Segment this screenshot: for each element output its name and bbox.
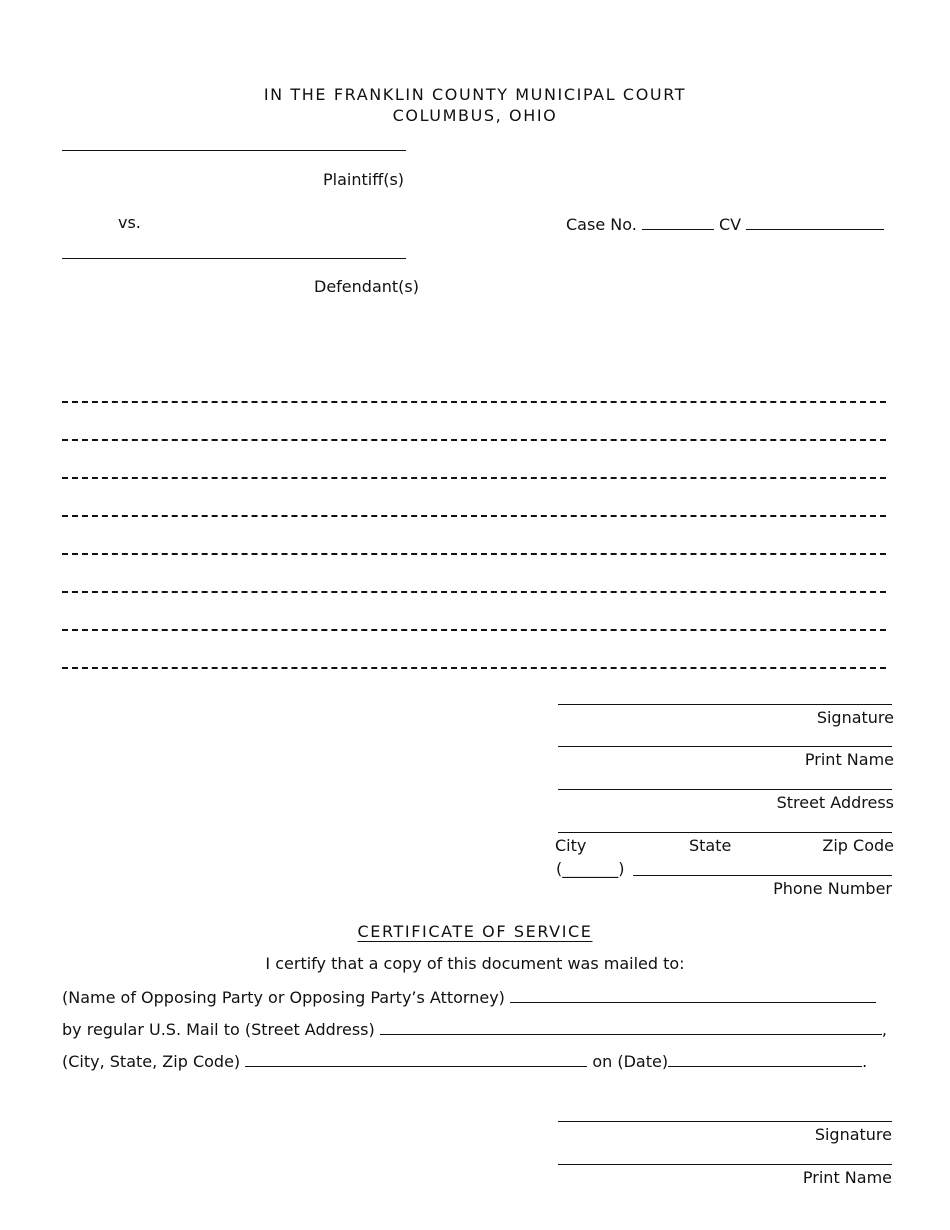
signature-label: Signature	[816, 708, 894, 727]
date-line[interactable]	[668, 1052, 862, 1067]
phone-number-line[interactable]	[633, 875, 892, 876]
court-location: COLUMBUS, OHIO	[392, 106, 558, 125]
certificate-line-city-date	[62, 1052, 867, 1070]
phone-number-label: Phone Number	[773, 879, 892, 898]
plaintiff-label: Plaintiff(s)	[323, 170, 405, 189]
city-state-zip-line[interactable]	[245, 1052, 587, 1067]
case-number-field	[566, 215, 884, 233]
state-label: State	[689, 836, 732, 855]
date-period: .	[862, 1052, 868, 1071]
cv-label: CV	[719, 215, 742, 234]
certificate-print-name-label: Print Name	[802, 1168, 892, 1187]
certificate-line-recipient	[62, 988, 876, 1006]
certificate-signature-label: Signature	[814, 1125, 892, 1144]
court-title: IN THE FRANKLIN COUNTY MUNICIPAL COURT	[263, 85, 687, 104]
address-comma: ,	[881, 1020, 887, 1039]
case-no-label: Case No.	[566, 215, 637, 234]
recipient-label: (Name of Opposing Party or Opposing Party’s Attorney)	[62, 988, 505, 1007]
body-line[interactable]	[62, 477, 886, 479]
city-state-zip-label: (City, State, Zip Code)	[62, 1052, 241, 1071]
street-address-line[interactable]	[558, 789, 892, 790]
case-no-line[interactable]	[642, 215, 714, 230]
cv-number-line[interactable]	[746, 215, 884, 230]
certificate-print-name-line[interactable]	[558, 1164, 892, 1165]
print-name-line[interactable]	[558, 746, 892, 747]
body-line[interactable]	[62, 515, 886, 517]
certificate-title: CERTIFICATE OF SERVICE	[357, 922, 593, 941]
plaintiff-name-line[interactable]	[62, 150, 406, 151]
mail-address-label: by regular U.S. Mail to (Street Address)	[62, 1020, 375, 1039]
city-label: City	[555, 836, 587, 855]
body-line[interactable]	[62, 591, 886, 593]
body-line[interactable]	[62, 401, 886, 403]
body-line[interactable]	[62, 553, 886, 555]
phone-area-code[interactable]: (_______)	[556, 859, 625, 878]
date-label: on (Date)	[592, 1052, 669, 1071]
certificate-line-address	[62, 1020, 887, 1038]
recipient-line[interactable]	[510, 988, 876, 1003]
body-line[interactable]	[62, 439, 886, 441]
mail-address-line[interactable]	[380, 1020, 882, 1035]
body-line[interactable]	[62, 629, 886, 631]
signature-line[interactable]	[558, 704, 892, 705]
defendant-label: Defendant(s)	[314, 277, 419, 296]
print-name-label: Print Name	[804, 750, 894, 769]
certificate-intro: I certify that a copy of this document was mailed to:	[265, 954, 685, 973]
zip-code-label: Zip Code	[822, 836, 894, 855]
street-address-label: Street Address	[776, 793, 894, 812]
vs-label: vs.	[118, 213, 141, 232]
body-line[interactable]	[62, 667, 886, 669]
city-state-zip-line[interactable]	[558, 832, 892, 833]
certificate-signature-line[interactable]	[558, 1121, 892, 1122]
defendant-name-line[interactable]	[62, 258, 406, 259]
